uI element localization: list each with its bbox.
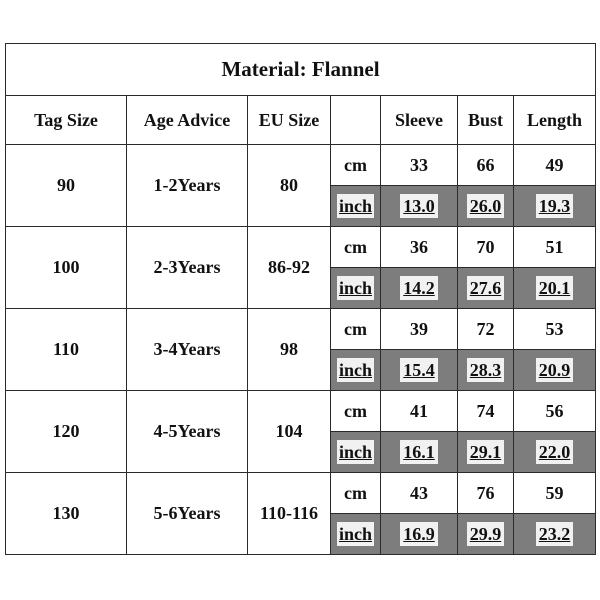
header-unit <box>331 96 381 145</box>
sleeve-cm-cell: 43 <box>381 473 458 514</box>
tag-size-cell: 110 <box>6 309 127 391</box>
bust-inch-cell: 26.0 <box>458 186 514 227</box>
bust-inch-cell: 29.9 <box>458 514 514 555</box>
tag-size-cell: 120 <box>6 391 127 473</box>
sleeve-inch-cell: 15.4 <box>381 350 458 391</box>
unit-cm-cell: cm <box>331 309 381 350</box>
age-advice-cell: 5-6Years <box>127 473 248 555</box>
sleeve-cm-cell: 41 <box>381 391 458 432</box>
table-title: Material: Flannel <box>6 44 596 96</box>
age-advice-cell: 2-3Years <box>127 227 248 309</box>
length-cm-cell: 56 <box>514 391 596 432</box>
sleeve-inch-cell: 16.9 <box>381 514 458 555</box>
length-cm-cell: 53 <box>514 309 596 350</box>
length-inch-cell: 20.9 <box>514 350 596 391</box>
bust-cm-cell: 72 <box>458 309 514 350</box>
length-cm-cell: 51 <box>514 227 596 268</box>
tag-size-cell: 90 <box>6 145 127 227</box>
header-bust: Bust <box>458 96 514 145</box>
header-tag-size: Tag Size <box>6 96 127 145</box>
unit-cm-cell: cm <box>331 391 381 432</box>
length-inch-cell: 19.3 <box>514 186 596 227</box>
unit-cm-cell: cm <box>331 227 381 268</box>
age-advice-cell: 3-4Years <box>127 309 248 391</box>
bust-inch-cell: 27.6 <box>458 268 514 309</box>
eu-size-cell: 104 <box>248 391 331 473</box>
unit-inch-cell: inch <box>331 350 381 391</box>
sleeve-inch-cell: 13.0 <box>381 186 458 227</box>
sleeve-inch-cell: 16.1 <box>381 432 458 473</box>
header-sleeve: Sleeve <box>381 96 458 145</box>
eu-size-cell: 110-116 <box>248 473 331 555</box>
sleeve-cm-cell: 33 <box>381 145 458 186</box>
bust-inch-cell: 29.1 <box>458 432 514 473</box>
length-inch-cell: 23.2 <box>514 514 596 555</box>
size-chart-table <box>5 43 596 555</box>
length-cm-cell: 49 <box>514 145 596 186</box>
age-advice-cell: 4-5Years <box>127 391 248 473</box>
table-row <box>6 473 596 514</box>
bust-cm-cell: 76 <box>458 473 514 514</box>
table-row <box>6 145 596 186</box>
unit-cm-cell: cm <box>331 473 381 514</box>
length-inch-cell: 22.0 <box>514 432 596 473</box>
table-row <box>6 391 596 432</box>
header-length: Length <box>514 96 596 145</box>
sleeve-inch-cell: 14.2 <box>381 268 458 309</box>
length-cm-cell: 59 <box>514 473 596 514</box>
table-row <box>6 227 596 268</box>
tag-size-cell: 130 <box>6 473 127 555</box>
bust-cm-cell: 70 <box>458 227 514 268</box>
unit-inch-cell: inch <box>331 268 381 309</box>
bust-cm-cell: 66 <box>458 145 514 186</box>
unit-inch-cell: inch <box>331 432 381 473</box>
eu-size-cell: 86-92 <box>248 227 331 309</box>
unit-cm-cell: cm <box>331 145 381 186</box>
sleeve-cm-cell: 39 <box>381 309 458 350</box>
length-inch-cell: 20.1 <box>514 268 596 309</box>
unit-inch-cell: inch <box>331 514 381 555</box>
tag-size-cell: 100 <box>6 227 127 309</box>
eu-size-cell: 80 <box>248 145 331 227</box>
sleeve-cm-cell: 36 <box>381 227 458 268</box>
age-advice-cell: 1-2Years <box>127 145 248 227</box>
bust-cm-cell: 74 <box>458 391 514 432</box>
unit-inch-cell: inch <box>331 186 381 227</box>
bust-inch-cell: 28.3 <box>458 350 514 391</box>
eu-size-cell: 98 <box>248 309 331 391</box>
header-age-advice: Age Advice <box>127 96 248 145</box>
table-row <box>6 309 596 350</box>
header-eu-size: EU Size <box>248 96 331 145</box>
